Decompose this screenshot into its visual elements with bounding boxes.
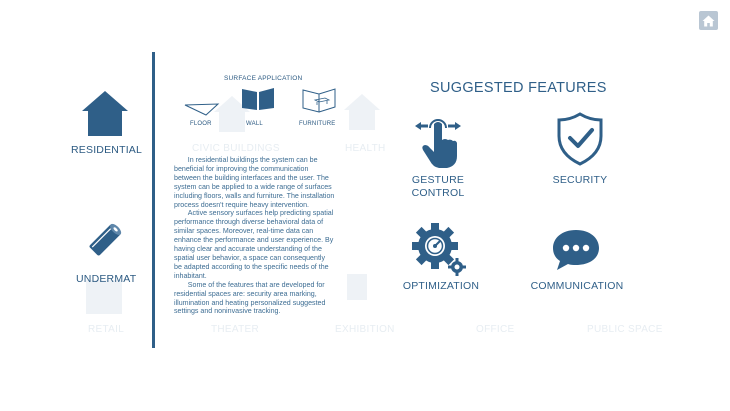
floor-icon	[184, 100, 222, 116]
house-icon	[81, 90, 129, 136]
feature-communication-label: COMMUNICATION	[530, 280, 624, 292]
description-text: In residential buildings the system can be beneficial for improving the communication between the building interfaces and the user. The system can be applied to a wide range of surfaces including floors, walls and furniture. The installation process doesn't require heavy intervention. Active sensory surfaces help predicting spatial performance through diverse behavioral data of similar spaces. Moreover, real-time data can enhance the performance and user experience. By having clear and accurate understanding of the spatial user behavior, a space can consequently be adapted according to the specific needs of the inhabitant. Some of the features that are developed for residential spaces are: security area marking, illumination and heating personalized suggested settings and noninvasive tracking.	[174, 156, 335, 316]
bg-category-office: OFFICE	[476, 324, 515, 335]
category-undermat-label: UNDERMAT	[76, 273, 137, 285]
feature-communication[interactable]	[526, 218, 628, 298]
communication-bubble-icon	[551, 228, 601, 272]
suggested-features-title: SUGGESTED FEATURES	[430, 80, 607, 96]
surface-option-floor-label: FLOOR	[190, 121, 212, 127]
surface-option-wall-label: WALL	[246, 121, 263, 127]
surface-option-floor[interactable]	[184, 100, 222, 130]
surface-option-wall[interactable]	[238, 86, 278, 130]
feature-security[interactable]	[540, 110, 620, 190]
feature-optimization-label: OPTIMIZATION	[402, 280, 480, 292]
surface-application-title: SURFACE APPLICATION	[224, 75, 303, 82]
bg-category-public-space: PUBLIC SPACE	[587, 324, 663, 335]
feature-optimization[interactable]	[398, 218, 484, 298]
surface-option-furniture-label: FURNITURE	[299, 121, 336, 127]
feature-gesture-control-label: GESTURE CONTROL	[411, 174, 465, 199]
security-shield-icon	[556, 112, 604, 166]
furniture-icon	[301, 86, 337, 114]
column-divider	[152, 52, 155, 348]
bg-category-civic: CIVIC BUILDINGS	[192, 143, 280, 154]
feature-security-label: SECURITY	[552, 174, 608, 186]
category-residential[interactable]	[66, 88, 144, 158]
surface-option-furniture[interactable]	[298, 86, 340, 130]
bg-category-health: HEALTH	[345, 143, 386, 154]
feature-gesture-control[interactable]	[398, 110, 478, 202]
category-residential-label: RESIDENTIAL	[71, 144, 143, 156]
bg-category-retail: RETAIL	[88, 324, 125, 335]
home-icon	[702, 15, 715, 27]
gesture-icon	[411, 112, 465, 170]
bg-house-icon	[342, 92, 382, 132]
wall-icon	[240, 86, 276, 112]
bg-category-theater: THEATER	[211, 324, 260, 335]
roll-icon	[85, 220, 125, 260]
optimization-gear-icon	[411, 220, 467, 278]
home-button[interactable]	[699, 11, 718, 30]
category-undermat[interactable]	[72, 220, 144, 288]
bg-category-exhibition: EXHIBITION	[335, 324, 395, 335]
